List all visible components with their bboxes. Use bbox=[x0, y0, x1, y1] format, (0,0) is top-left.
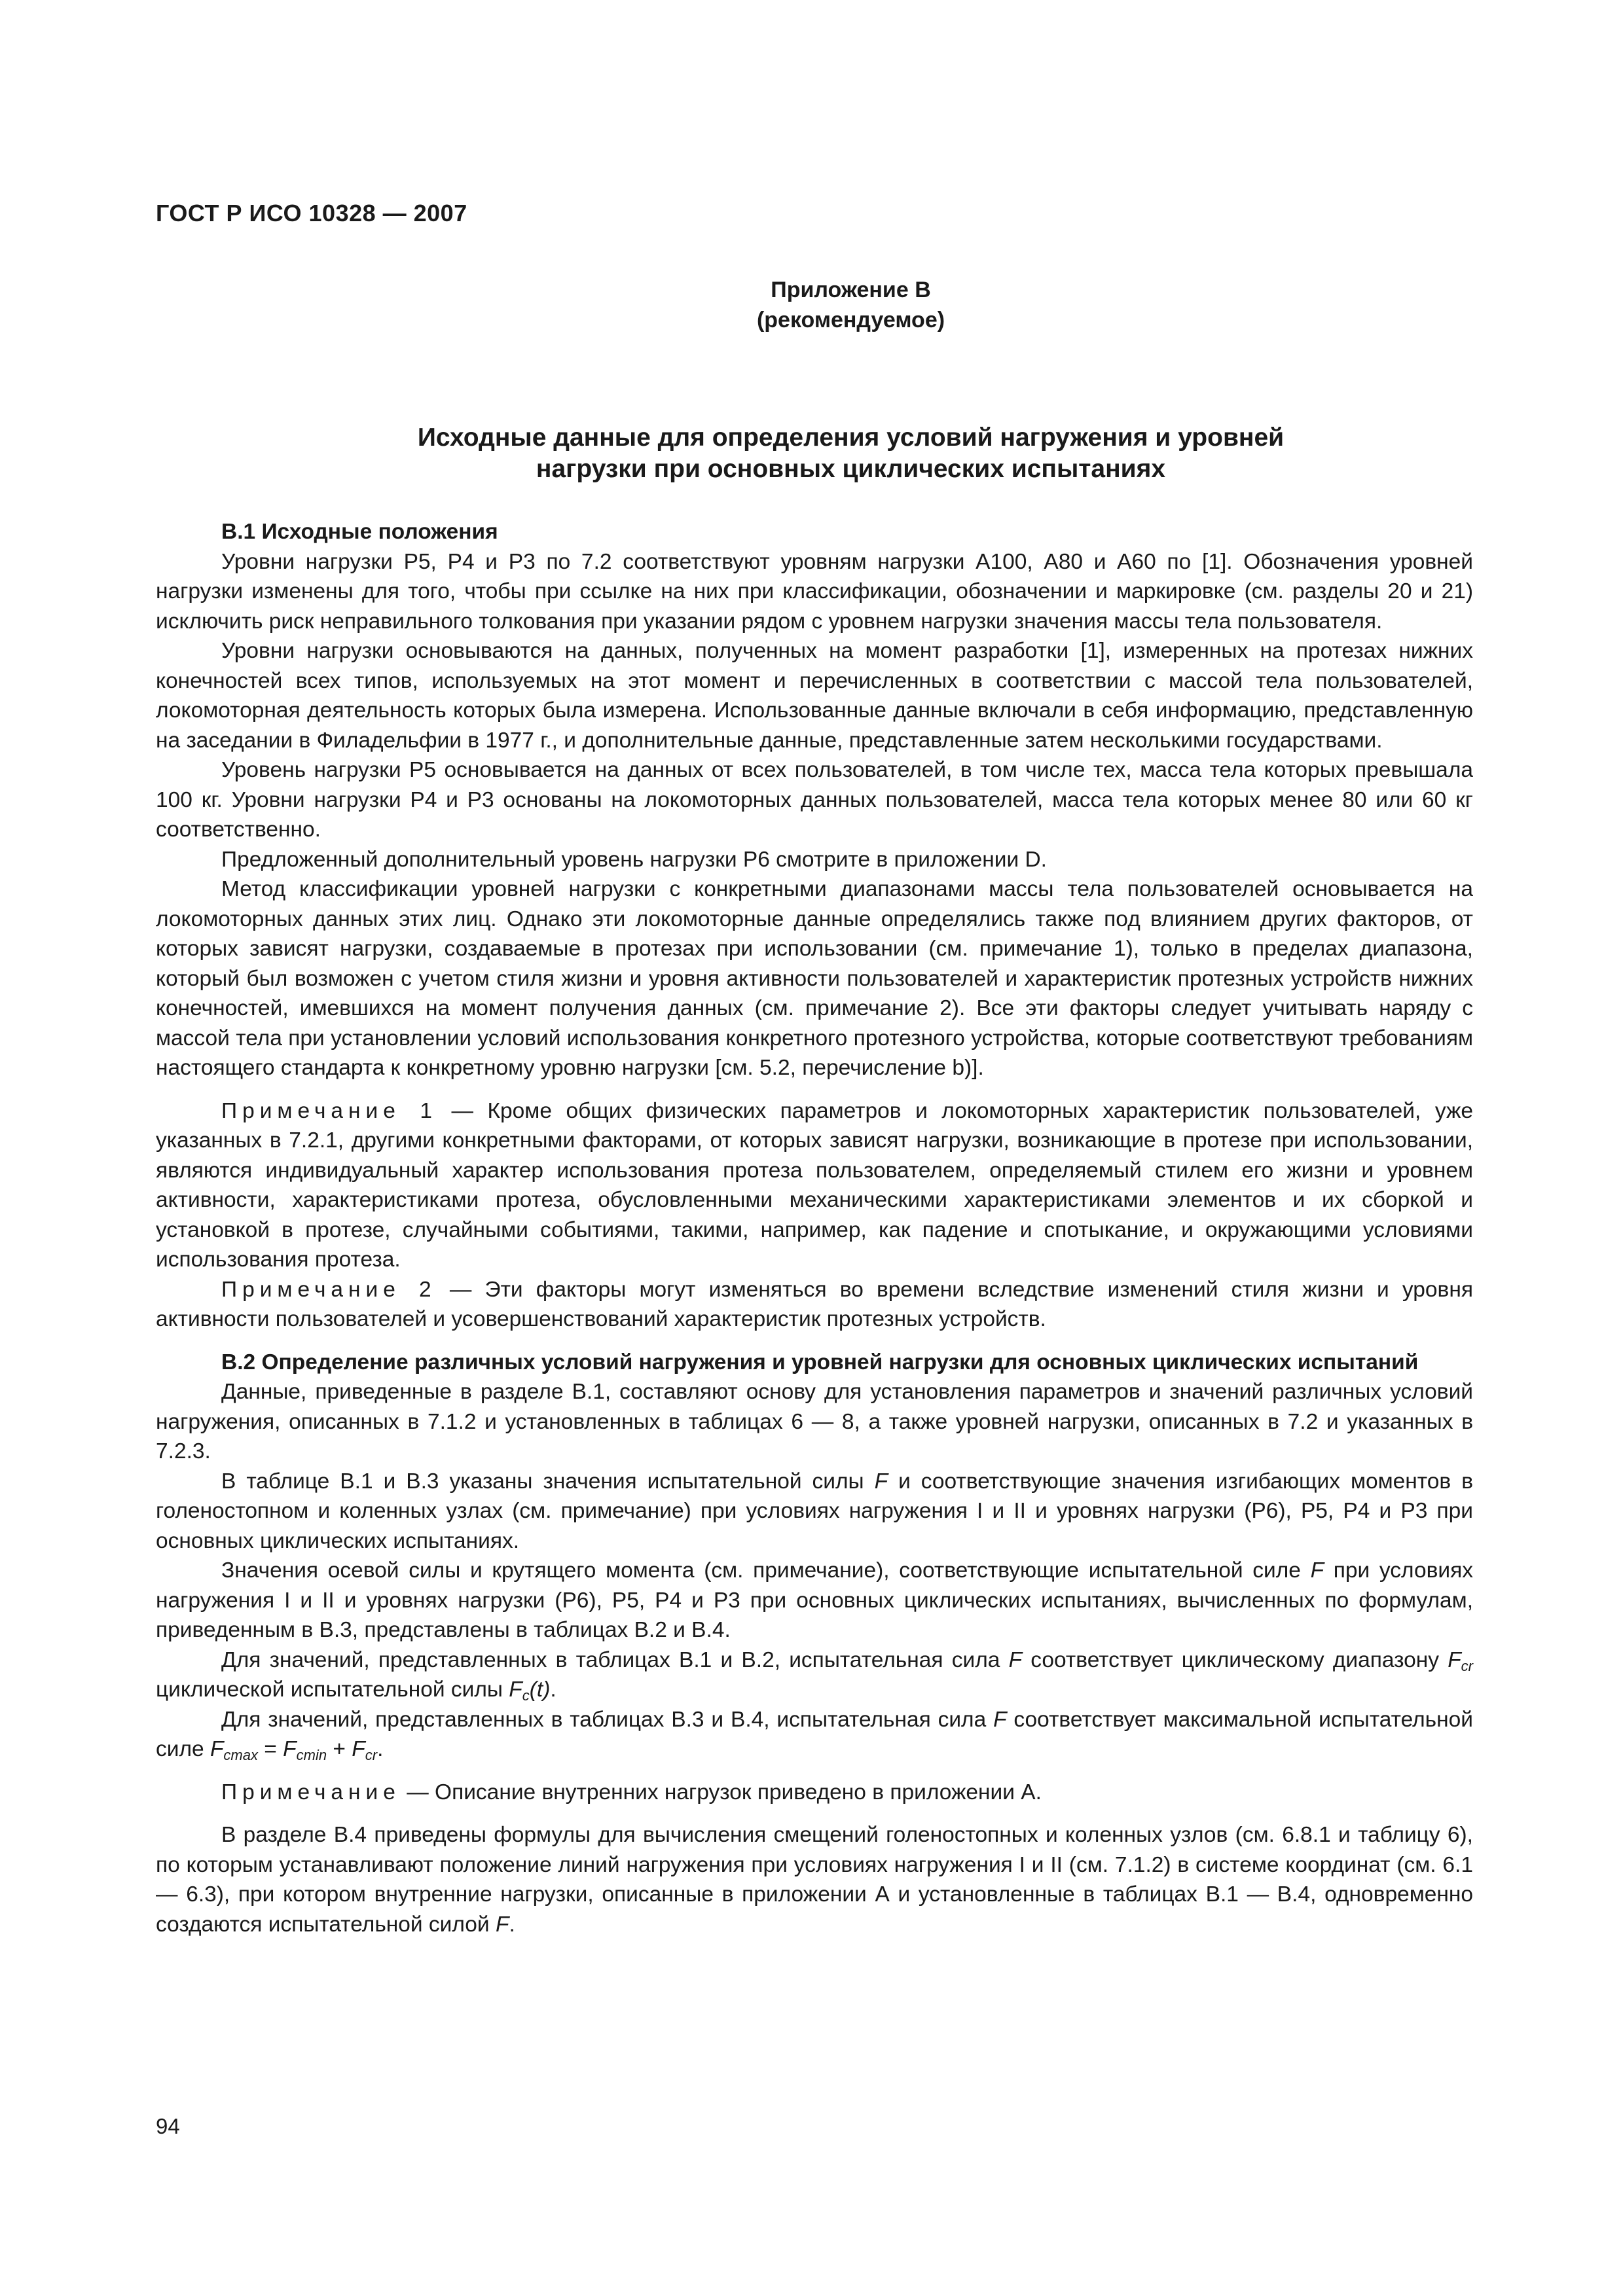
symbol-F: F bbox=[874, 1469, 888, 1494]
section-b1-paragraph-1: Уровни нагрузки Р5, Р4 и Р3 по 7.2 соответствуют уровням нагрузки А100, А80 и А60 по [1]. Обозначения уровней нагрузки изменены для того, чтобы при ссылке на них при классификации, обозначении и маркировке (см. разделы 20 и 21) исключить риск неправильного толкования при указании рядом с уровнем нагрузки значения массы тела пользователя. bbox=[156, 549, 1473, 634]
standard-code: ГОСТ Р ИСО 10328 — 2007 bbox=[156, 200, 467, 226]
section-b2-heading: В.2 Определение различных условий нагружения и уровней нагрузки для основных циклических испытаний bbox=[221, 1350, 1419, 1374]
section-b1-paragraph-3: Уровень нагрузки Р5 основывается на данных от всех пользователей, в том числе тех, масса тела которых превышала 100 кг. Уровни нагрузки Р4 и Р3 основаны на локомоторных данных пользователей, масса тела которых менее 80 или 60 кг соответственно. bbox=[156, 758, 1473, 842]
note-2-text: — Эти факторы могут изменяться во времени вследствие изменений стиля жизни и уровня активности пользователей и усовершенствований характеристик протезных устройств. bbox=[156, 1277, 1473, 1331]
note-1-text: — Кроме общих физических параметров и локомоторных характеристик пользователей, уже указанных в 7.2.1, другими конкретными факторами, от которых зависят нагрузки, возникающие в протезе при использовании, являются индивидуальный характер использования протеза пользователем, определяемый стилем его жизни и уровнем активности, характеристиками протеза, обусловленными механическими характеристиками элементов и их сборкой и установкой в протезе, случайными событиями, такими, например, как падение и спотыкание, и окружающими условиями использования протеза. bbox=[156, 1098, 1473, 1272]
section-b1-paragraph-5: Метод классификации уровней нагрузки с конкретными диапазонами массы тела пользователей основывается на локомоторных данных этих лиц. Однако эти локомоторные данные определялись также под влиянием других факторов, от которых зависят нагрузки, создаваемые в протезах при использовании (см. примечание 1), только в пределах диапазона, который был возможен с учетом стиля жизни и уровня активности пользователей и характеристик протезных устройств нижних конечностей, имевшихся на момент получения данных (см. примечание 2). Все эти факторы следует учитывать наряду с массой тела при установлении условий использования конкретного протезного устройства, которые соответствуют требованиям настоящего стандарта к конкретному уровню нагрузки [см. 5.2, перечисление b)]. bbox=[156, 877, 1473, 1080]
section-b2-paragraph-3: Значения осевой силы и крутящего момента (см. примечание), соответствующие испытательной силе F при условиях нагружения I и II и уровнях нагрузки (Р6), Р5, Р4 и Р3 при основных циклических испытаниях, вычисленных по формулам, приведенным в В.3, представлены в таблицах В.2 и В.4. bbox=[156, 1558, 1473, 1642]
symbol-F: F bbox=[993, 1707, 1007, 1732]
note-3 bbox=[156, 1778, 1473, 1808]
symbol-F-cmax: $F_{cmax}$ bbox=[210, 1737, 258, 1763]
section-b2-paragraph-4: Для значений, представленных в таблицах В.1 и В.2, испытательная сила F соответствует циклическому диапазону $F_{cr}$ циклической испытательной силы $F_c(t)$. bbox=[156, 1647, 1473, 1704]
symbol-F-c-t: $F_c(t)$ bbox=[509, 1677, 551, 1704]
note-2-label: Примечание 2 bbox=[221, 1277, 437, 1302]
section-b2-paragraph-6: В разделе В.4 приведены формулы для вычисления смещений голеностопных и коленных узлов (см. 6.8.1 и таблицу 6), по которым устанавливают положение линий нагружения при условиях нагружения I и II (см. 7.1.2) в системе координат (см. 6.1 — 6.3), при котором внутренние нагрузки, описанные в приложении А и установленные в таблицах В.1 — В.4, одновременно создаются испытательной силой F. bbox=[156, 1823, 1473, 1937]
symbol-F-cmin: $F_{cmin}$ bbox=[283, 1737, 327, 1763]
annex-status: (рекомендуемое) bbox=[756, 308, 945, 332]
annex-heading bbox=[0, 275, 1623, 335]
symbol-F-cr: $F_{cr}$ bbox=[1448, 1647, 1473, 1674]
title-line-2: нагрузки при основных циклических испытаниях bbox=[536, 455, 1166, 483]
section-b1-heading: В.1 Исходные положения bbox=[221, 520, 498, 544]
section-b2-paragraph-2: В таблице В.1 и В.3 указаны значения испытательной силы F и соответствующие значения изгибающих моментов в голеностопном и коленных узлах (см. примечание) при условиях нагружения I и II и уровнях нагрузки (Р6), Р5, Р4 и Р3 при основных циклических испытаниях. bbox=[156, 1469, 1473, 1553]
section-b2-paragraph-5: Для значений, представленных в таблицах В.3 и В.4, испытательная сила F соответствует максимальной испытательной силе $F_{cmax} = F_{cmin} + F_{cr}$. bbox=[156, 1707, 1473, 1763]
section-b2-paragraph-1: Данные, приведенные в разделе В.1, составляют основу для установления параметров и значений различных условий нагружения, описанных в 7.1.2 и установленных в таблицах 6 — 8, а также уровней нагрузки, описанных в 7.2 и указанных в 7.2.3. bbox=[156, 1380, 1473, 1463]
note-1-label: Примечание 1 bbox=[221, 1098, 438, 1123]
body-text bbox=[156, 517, 1473, 1939]
section-b1-paragraph-4: Предложенный дополнительный уровень нагрузки Р6 смотрите в приложении D. bbox=[221, 847, 1047, 872]
note-2 bbox=[156, 1275, 1473, 1335]
section-b1-paragraph-2: Уровни нагрузки основываются на данных, полученных на момент разработки [1], измеренных на протезах нижних конечностей всех типов, используемых на этот момент и перечисленных в соответствии с массой тела пользователей, локомоторная деятельность которых была измерена. Использованные данные включали в себя информацию, представленную на заседании в Филадельфии в 1977 г., и дополнительные данные, представленные затем несколькими государствами. bbox=[156, 639, 1473, 753]
note-1 bbox=[156, 1096, 1473, 1275]
symbol-F: F bbox=[495, 1912, 509, 1937]
annex-title: Приложение В bbox=[771, 278, 931, 302]
page-number: 94 bbox=[156, 2114, 180, 2138]
note-3-text: — Описание внутренних нагрузок приведено в приложении А. bbox=[400, 1780, 1042, 1804]
document-title bbox=[0, 422, 1623, 485]
symbol-F: F bbox=[1310, 1558, 1324, 1583]
note-3-label: Примечание bbox=[221, 1780, 401, 1804]
title-line-1: Исходные данные для определения условий нагружения и уровней bbox=[417, 423, 1285, 452]
symbol-F: F bbox=[1008, 1647, 1023, 1672]
symbol-F-cr: $F_{cr}$ bbox=[352, 1737, 378, 1763]
